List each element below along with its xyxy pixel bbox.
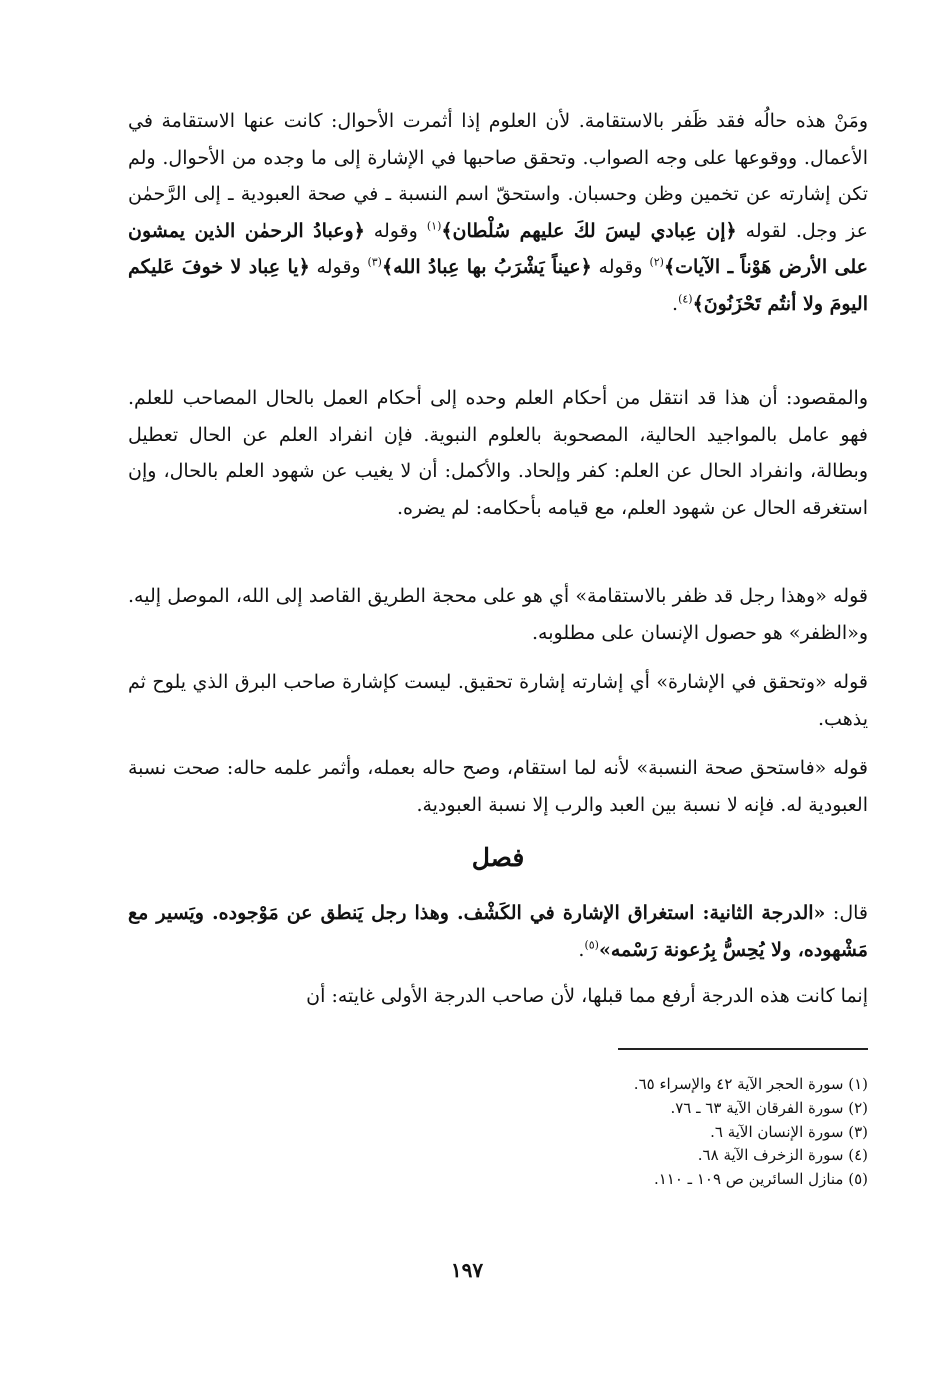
text-run: وقوله xyxy=(591,256,650,278)
footnote-marker: (٢) xyxy=(649,255,664,269)
body-paragraph xyxy=(128,578,868,651)
text-run: قوله «وتحقق في الإشارة» أي إشارته إشارة تحقيق. ليست كإشارة صاحب البرق الذي يلوح ثم يذهب. xyxy=(128,671,868,730)
page-number: ١٩٧ xyxy=(450,1258,484,1282)
footnote-marker: (١) xyxy=(426,219,442,233)
body-paragraph xyxy=(128,664,868,737)
text-run: وقوله xyxy=(309,256,368,278)
text-run: إنما كانت هذه الدرجة أرفع مما قبلها، لأن صاحب الدرجة الأولى غايته: أن xyxy=(306,985,868,1007)
body-paragraph xyxy=(128,380,868,526)
footnote-marker: (٤) xyxy=(678,292,693,306)
footnote-item: (٢) سورة الفرقان الآية ٦٣ ـ ٧٦. xyxy=(670,1098,868,1117)
quotation: «الدرجة الثانية: استغراق الإشارة في الكَشْف. وهذا رجل يَنطق عن مَوْجوده. ويَسير مع مَشْهوده، ولا يُحِسُّ بِرُعونة رَسْمه» xyxy=(128,902,868,961)
body-paragraph xyxy=(128,103,868,322)
section-heading: فصل xyxy=(471,843,525,872)
text-run: . xyxy=(672,292,679,315)
footnote-item: (٤) سورة الزخرف الآية ٦٨. xyxy=(697,1146,868,1165)
footnote-item: (١) سورة الحجر الآية ٤٢ والإسراء ٦٥. xyxy=(633,1075,868,1093)
quotation: ﴿عيناً يَشْرَبُ بها عِبادُ الله﴾ xyxy=(381,256,592,278)
quotation: ﴿وعبادُ الرحمٰن الذين يمشون على الأرض هَوْناً ـ الآيات﴾ xyxy=(128,219,868,278)
quotation: ﴿يا عِباد لا خوفَ عَليكم اليومَ ولا أنتُم تَحْزَنُونَ﴾ xyxy=(128,256,868,315)
body-paragraph xyxy=(128,978,868,1015)
footnote-item: (٣) سورة الإنسان الآية ٦. xyxy=(710,1122,868,1141)
footnote-divider xyxy=(618,1048,868,1050)
footnote-marker: (٥) xyxy=(584,938,599,952)
body-paragraph xyxy=(128,895,868,968)
quotation: ﴿إن عِبادي ليسَ لكَ عليهم سُلْطان﴾ xyxy=(441,219,737,242)
text-run: وقوله xyxy=(364,219,427,242)
text-run: قال: xyxy=(825,902,868,924)
text-run: قوله «وهذا رجل قد ظفر بالاستقامة» أي هو على محجة الطريق القاصد إلى الله، الموصل إليه. و«الظفر» هو حصول الإنسان على مطلوبه. xyxy=(128,585,868,644)
text-run: . xyxy=(578,938,585,961)
text-run: قوله «فاستحق صحة النسبة» لأنه لما استقام، وصح حاله بعمله، وأثمر علمه حاله: صحت نسبة العبودية له. فإنه لا نسبة بين العبد والرب إلا نسبة العبودية. xyxy=(128,757,868,816)
body-paragraph xyxy=(128,750,868,823)
text-run: والمقصود: أن هذا قد انتقل من أحكام العلم وحده إلى أحكام العمل بالحال المصاحب للعلم. فهو عامل بالمواجيد الحالية، المصحوبة بالعلوم النبوية. فإن انفراد العلم عن الحال تعطيل وبطالة، وانفراد الحال عن العلم: كفر وإلحاد. والأكمل: أن لا يغيب عن شهود العلم بالحال، وإن استغرقه الحال عن شهود العلم، مع قيامه بأحكامه: لم يضره. xyxy=(128,387,868,519)
text-run: ومَنْ هذه حالُه فقد ظَفر بالاستقامة. لأن العلوم إذا أثمرت الأحوال: كانت عنها الاستقامة في الأعمال. ووقوعها على وجه الصواب. وتحقق صاحبها في الإشارة إلى ما وجده من الأحوال. ولم تكن إشارته عن تخمين وظن وحسبان. واستحقّ اسم النسبة ـ في صحة العبودية ـ إلى الرَّحمٰن عز وجل. لقوله xyxy=(128,110,868,242)
footnotes-list xyxy=(128,1073,868,1192)
footnote-marker: (٣) xyxy=(367,255,382,269)
footnote-item: (٥) منازل السائرين ص ١٠٩ ـ ١١٠. xyxy=(653,1170,868,1189)
